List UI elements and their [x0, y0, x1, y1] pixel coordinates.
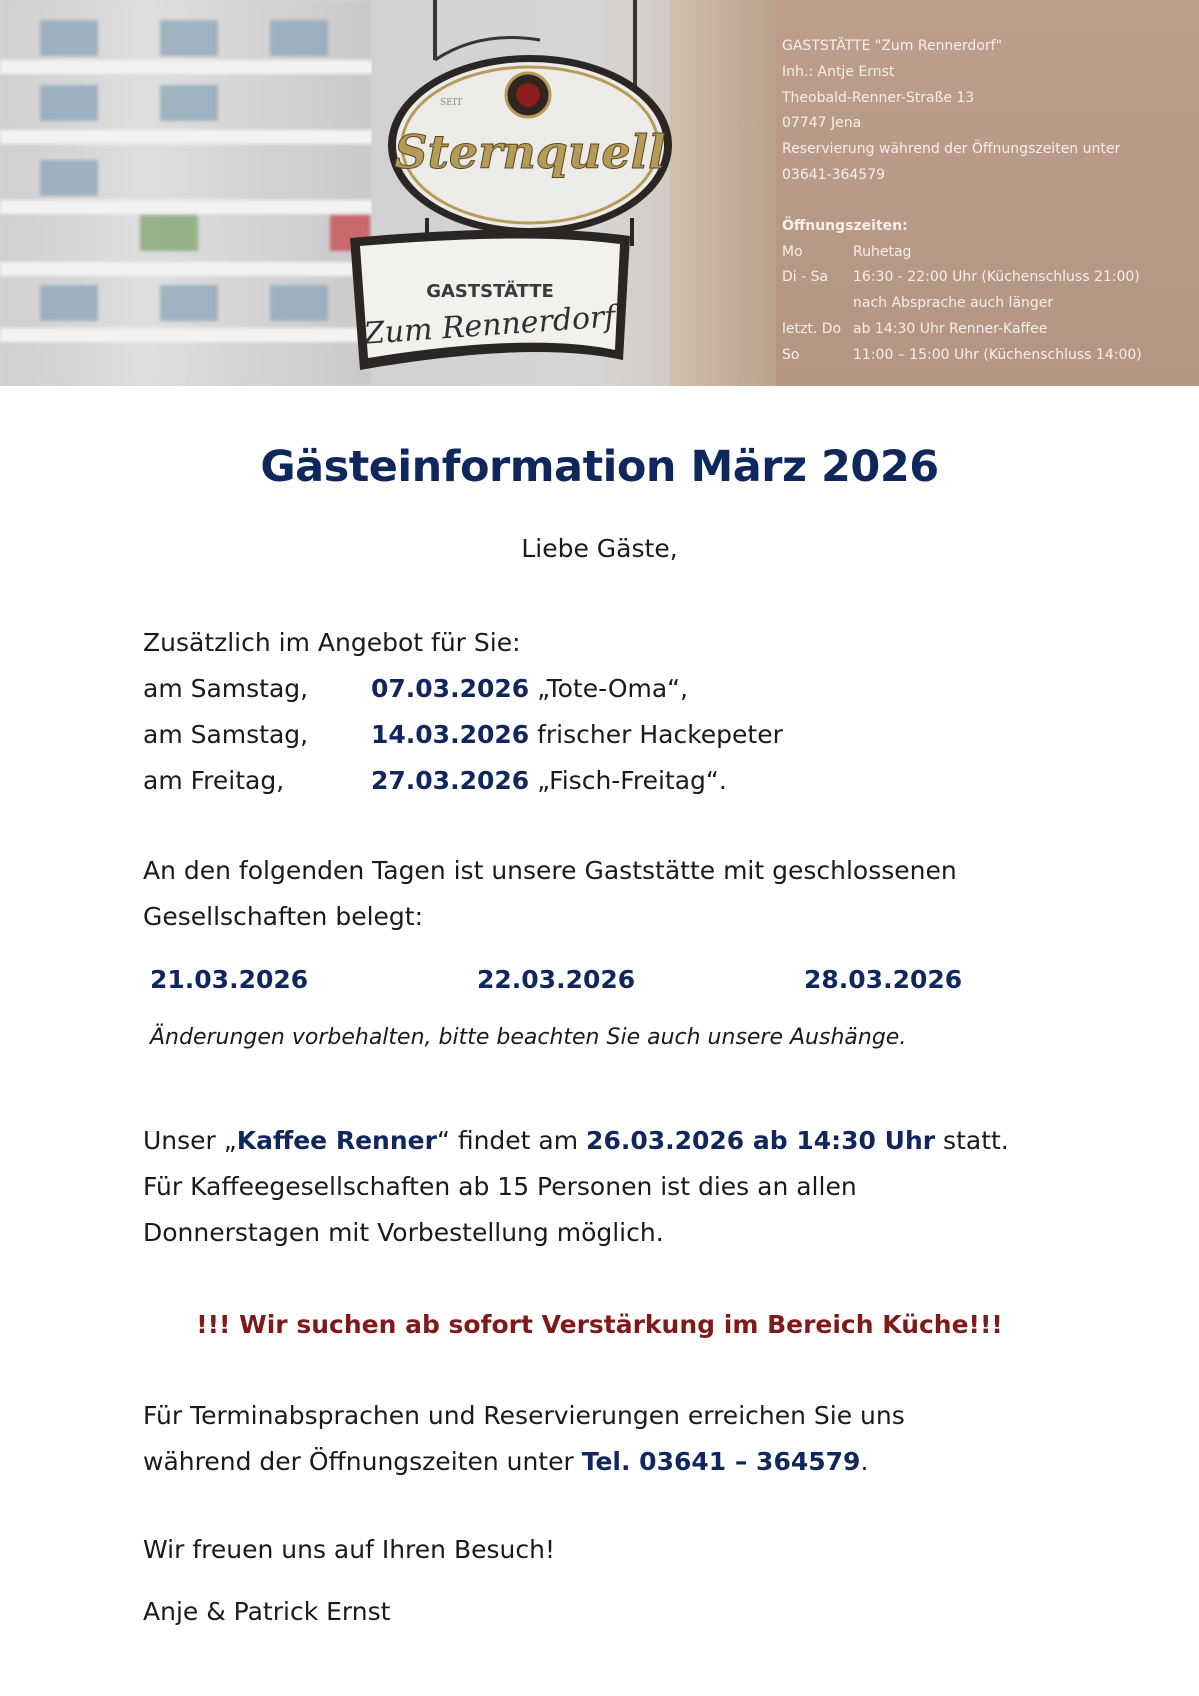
info-line: Inh.: Antje Ernst	[782, 63, 895, 80]
contact-info-block	[782, 34, 1192, 369]
kaffee-line1: Unser „Kaffee Renner“ findet am 26.03.2026 ab 14:30 Uhr statt.	[143, 1126, 1009, 1155]
hours-title: Öffnungszeiten:	[782, 217, 908, 234]
info-line: 07747 Jena	[782, 115, 862, 132]
job-alert: !!! Wir suchen ab sofort Verstärkung im Bereich Küche!!!	[196, 1310, 1003, 1339]
contact-line2: während der Öffnungszeiten unter Tel. 03641 – 364579.	[143, 1447, 869, 1476]
contact-line1: Für Terminabsprachen und Reservierungen erreichen Sie uns	[143, 1401, 905, 1430]
closed-date: 22.03.2026	[477, 965, 636, 994]
sign-brand-text: Sternquell	[394, 125, 666, 179]
page-title: Gästeinformation März 2026	[260, 442, 939, 492]
closing-text: Wir freuen uns auf Ihren Besuch!	[143, 1535, 555, 1564]
header-photo	[0, 0, 1199, 386]
sternquell-sign-image	[340, 0, 740, 386]
hours-row: Di - Sa 16:30 - 22:00 Uhr (Küchenschluss 21:00)	[782, 269, 1140, 286]
apartment-building-background	[0, 0, 372, 386]
info-line: GASTSTÄTTE "Zum Rennerdorf"	[782, 38, 1003, 54]
offer-row: am Freitag, 27.03.2026 „Fisch-Freitag“.	[143, 766, 727, 795]
sign-seit-text: SEIT	[440, 98, 463, 108]
closed-date: 21.03.2026	[150, 965, 309, 994]
hours-row: letzt. Do ab 14:30 Uhr Renner-Kaffee	[782, 320, 1048, 337]
hours-row: So 11:00 – 15:00 Uhr (Küchenschluss 14:00)	[782, 346, 1142, 363]
hours-row: Mo Ruhetag	[782, 243, 912, 260]
kaffee-line2: Für Kaffeegesellschaften ab 15 Personen ist dies an allen	[143, 1172, 857, 1201]
sign-board-name-text: Zum Rennerdorf	[362, 299, 617, 352]
closed-date: 28.03.2026	[804, 965, 963, 994]
offers-intro: Zusätzlich im Angebot für Sie:	[143, 628, 521, 657]
closed-text-line1: An den folgenden Tagen ist unsere Gaststätte mit geschlossenen	[143, 856, 957, 885]
signature: Anje & Patrick Ernst	[143, 1597, 391, 1626]
greeting: Liebe Gäste,	[521, 534, 678, 563]
info-line: Reservierung während der Öffnungszeiten unter	[782, 141, 1121, 158]
offer-row: am Samstag, 14.03.2026 frischer Hackepeter	[143, 720, 783, 749]
sign-board-top-text: GASTSTÄTTE	[426, 281, 554, 302]
info-line: 03641-364579	[782, 166, 886, 183]
closed-text-line2: Gesellschaften belegt:	[143, 902, 423, 931]
hours-row: nach Absprache auch länger	[853, 295, 1054, 312]
offer-row: am Samstag, 07.03.2026 „Tote-Oma“,	[143, 674, 689, 703]
info-line: Theobald-Renner-Straße 13	[782, 89, 975, 106]
changes-note: Änderungen vorbehalten, bitte beachten Sie auch unsere Aushänge.	[150, 1025, 907, 1050]
kaffee-line3: Donnerstagen mit Vorbestellung möglich.	[143, 1218, 664, 1247]
